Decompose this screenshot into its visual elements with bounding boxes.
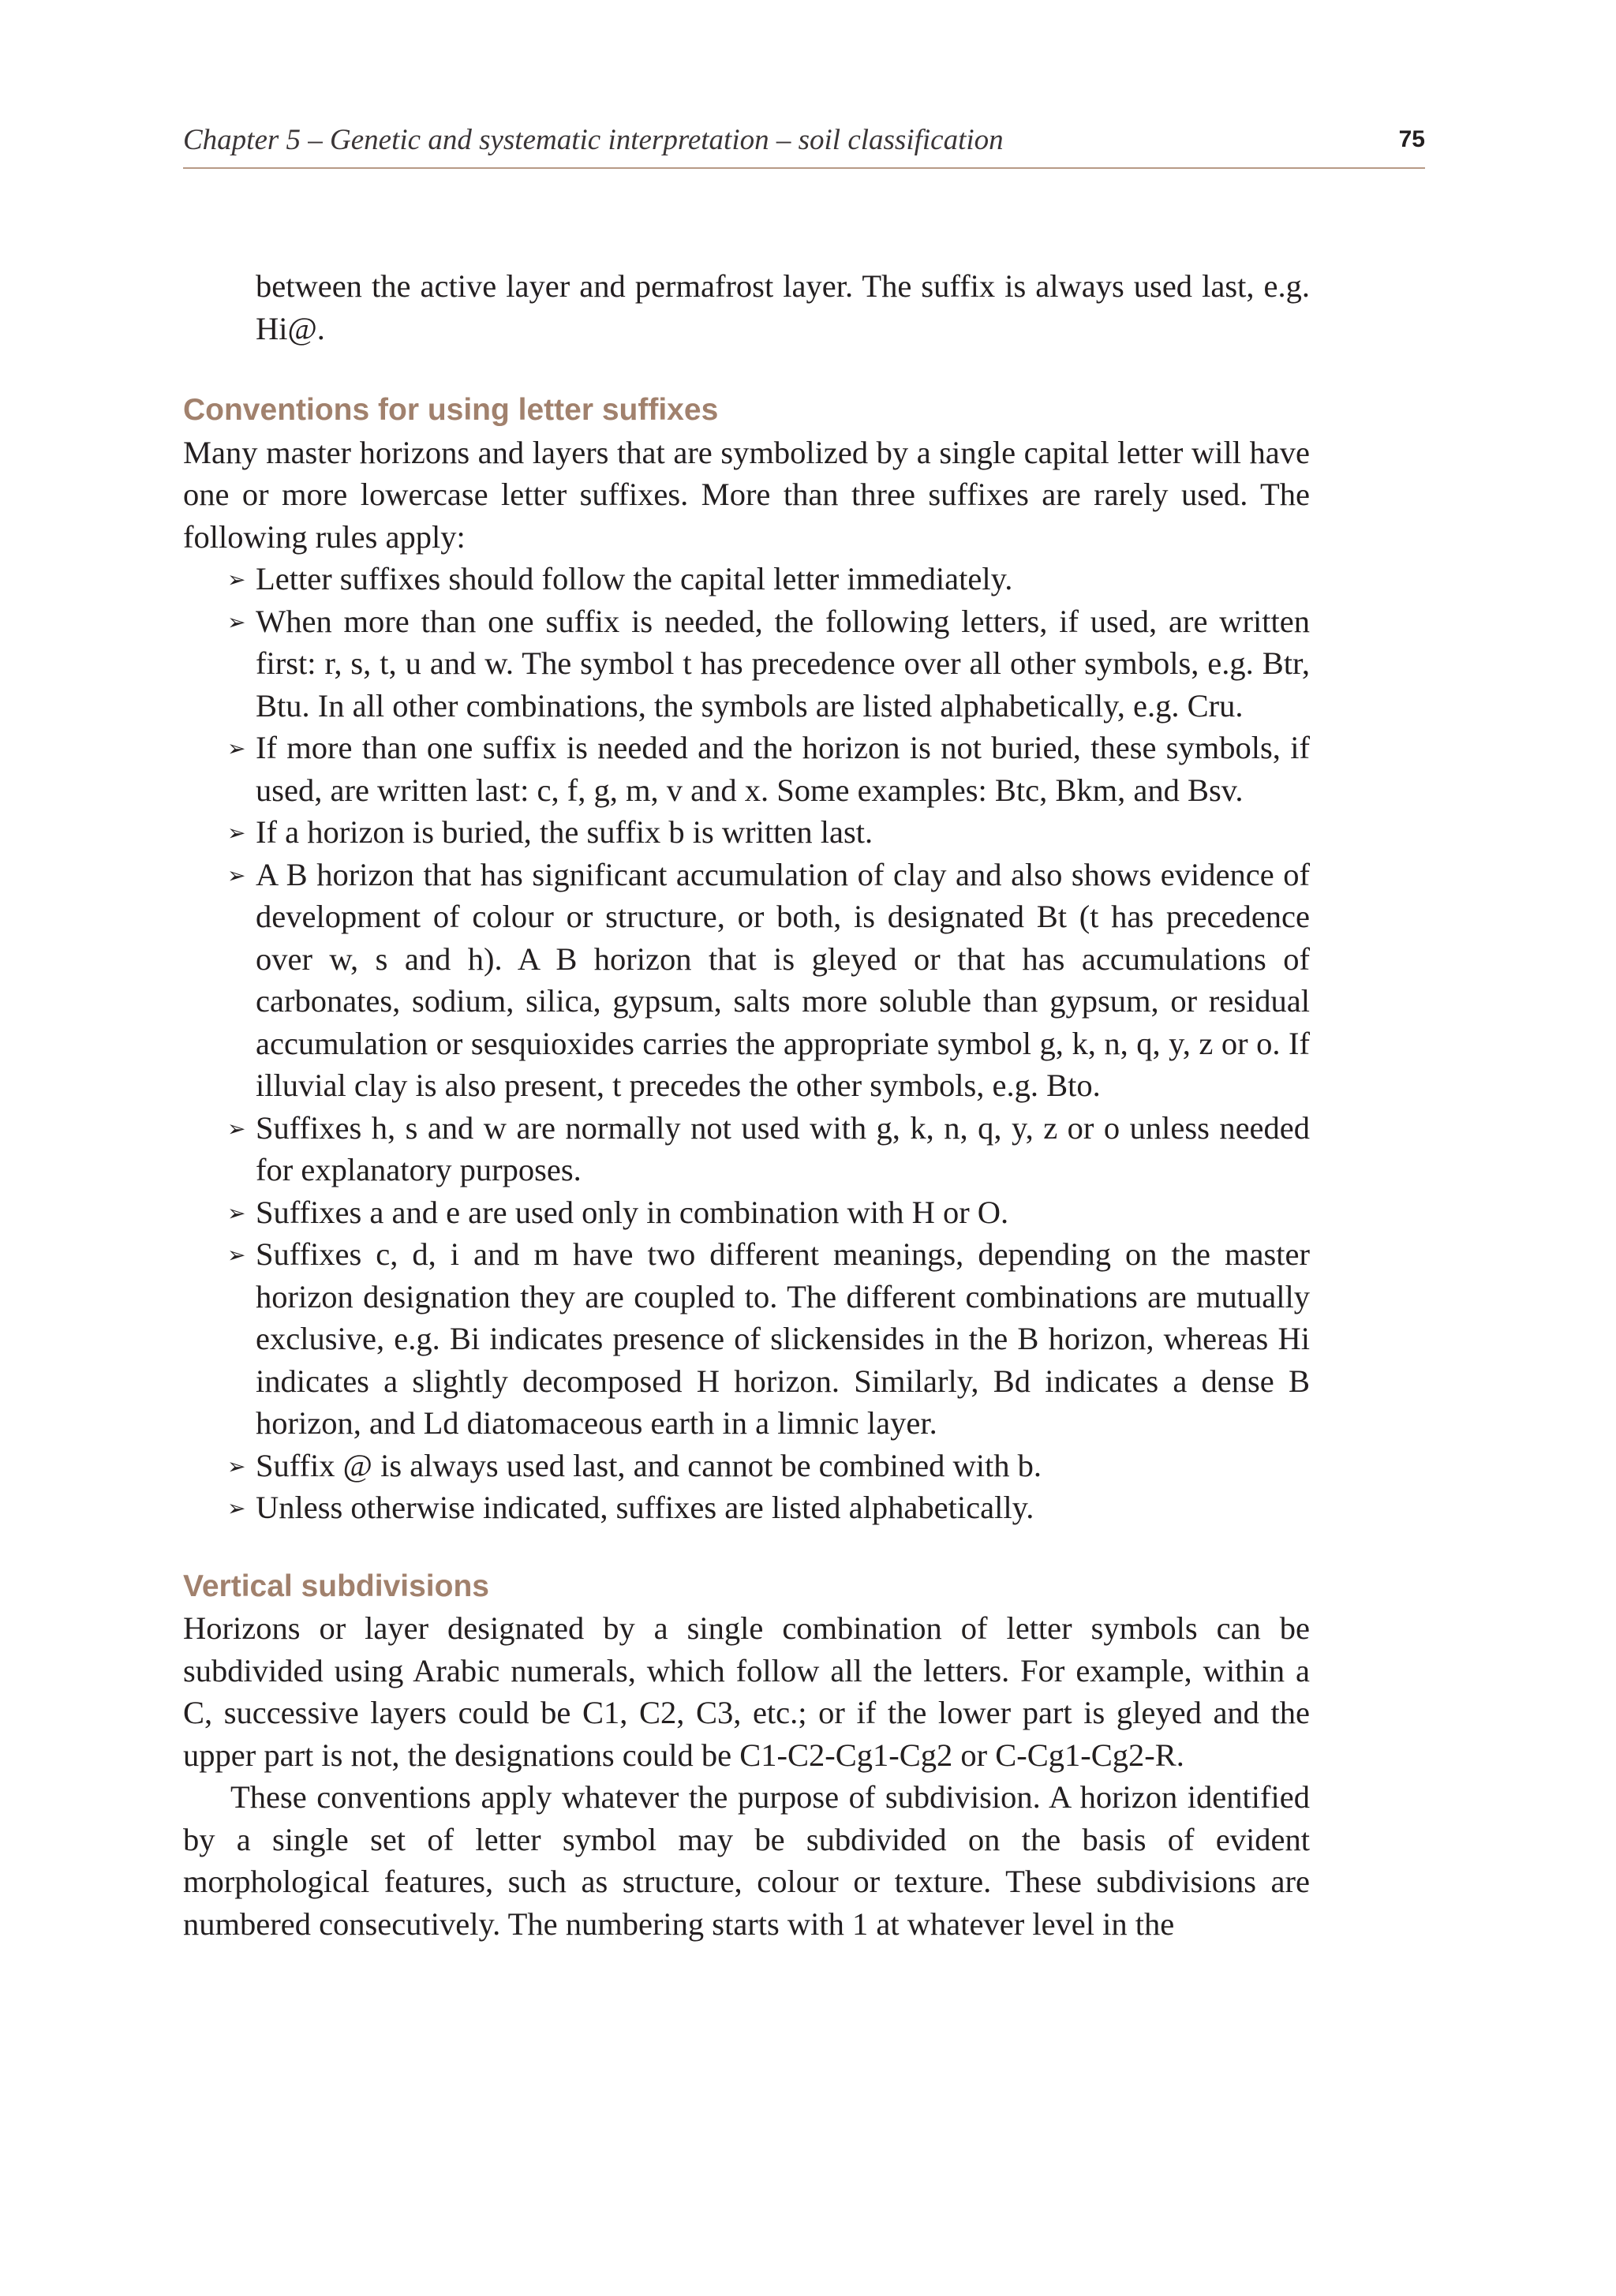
suffix-rule-text: If more than one suffix is needed and the horizon is not buried, these symbols, if used, are written last: c, f, g, m, v and x. Some examples: Btc, Bkm, and Bsv. xyxy=(256,730,1310,808)
suffix-rule-text: Suffixes a and e are used only in combination with H or O. xyxy=(256,1194,1009,1230)
arrowhead-bullet-icon: ➢ xyxy=(227,608,246,635)
section-heading-vertical-subdivisions: Vertical subdivisions xyxy=(183,1569,489,1603)
suffix-rule-text: Suffixes h, s and w are normally not used with g, k, n, q, y, z or o unless needed for explanatory purposes. xyxy=(256,1109,1310,1187)
suffix-rule-item xyxy=(227,727,1310,811)
suffix-rule-item xyxy=(227,1233,1310,1445)
suffix-rule-item xyxy=(227,600,1310,727)
arrowhead-bullet-icon: ➢ xyxy=(227,820,246,846)
suffix-rule-text: A B horizon that has significant accumulation of clay and also shows evidence of development of colour or structure, or both, is designated Bt (t has precedence over w, s and h). A B horizon that is gleyed or that has accumulations of carbonates, sodium, silica, gypsum, salts more soluble than gypsum, or residual accumulation or sesquioxides carries the appropriate symbol g, k, n, q, y, z or o. If illuvial clay is also present, t precedes the other symbols, e.g. Bto. xyxy=(256,856,1310,1103)
arrowhead-bullet-icon: ➢ xyxy=(227,862,246,888)
suffix-rule-text: Suffixes c, d, i and m have two different meanings, depending on the master horizon designation they are coupled to. The different combinations are mutually exclusive, e.g. Bi indicates presence of slickensides in the B horizon, whereas Hi indicates a slightly decomposed H horizon. Similarly, Bd indicates a dense B horizon, and Ld diatomaceous earth in a limnic layer. xyxy=(256,1236,1310,1441)
spacer xyxy=(183,350,1310,389)
arrowhead-bullet-icon: ➢ xyxy=(227,1199,246,1226)
section-heading-suffix-conventions: Conventions for using letter suffixes xyxy=(183,393,719,427)
vertical-paragraph-2: These conventions apply whatever the purpose of subdivision. A horizon identified by a single set of letter symbol may be subdivided on the basis of evident morphological features, such as structure, colour or texture. These subdivisions are numbered consecutively. The numbering starts with 1 at whatever level in the xyxy=(183,1779,1310,1942)
suffix-rule-item xyxy=(227,1486,1310,1529)
chapter-title: Chapter 5 – Genetic and systematic interpretation – soil classification xyxy=(183,124,1004,156)
spacer xyxy=(183,1529,1310,1565)
suffix-rule-item xyxy=(227,1107,1310,1191)
suffix-rules-list xyxy=(183,558,1310,1529)
suffix-rule-item xyxy=(227,558,1310,600)
body-content xyxy=(183,265,1310,1945)
suffix-rule-text: Letter suffixes should follow the capital letter immediately. xyxy=(256,561,1013,596)
vertical-paragraph-1: Horizons or layer designated by a single combination of letter symbols can be subdivided using Arabic numerals, which follow all the letters. For example, within a C, successive layers could be C1, C2, C3, etc.; or if the lower part is gleyed and the upper part is not, the designations could be C1-C2-Cg1-Cg2 or C-Cg1-Cg2-R. xyxy=(183,1610,1310,1773)
suffix-rule-text: If a horizon is buried, the suffix b is written last. xyxy=(256,814,873,850)
suffix-rule-item xyxy=(227,1191,1310,1234)
suffix-rule-text: When more than one suffix is needed, the following letters, if used, are written first: r, s, t, u and w. The symbol t has precedence over all other symbols, e.g. Btr, Btu. In all other combinations, the symbols are listed alphabetically, e.g. Cru. xyxy=(256,603,1310,724)
suffix-rule-item xyxy=(227,1445,1310,1487)
continuation-paragraph: between the active layer and permafrost layer. The suffix is always used last, e.g. Hi@. xyxy=(256,268,1310,346)
suffix-rule-text: Suffix @ is always used last, and cannot be combined with b. xyxy=(256,1447,1042,1483)
arrowhead-bullet-icon: ➢ xyxy=(227,567,246,593)
arrowhead-bullet-icon: ➢ xyxy=(227,1453,246,1479)
suffix-rule-item xyxy=(227,854,1310,1107)
arrowhead-bullet-icon: ➢ xyxy=(227,1115,246,1142)
arrowhead-bullet-icon: ➢ xyxy=(227,1242,246,1268)
suffix-rule-text: Unless otherwise indicated, suffixes are listed alphabetically. xyxy=(256,1490,1034,1525)
suffix-rule-item xyxy=(227,811,1310,854)
page-number: 75 xyxy=(1398,126,1425,152)
arrowhead-bullet-icon: ➢ xyxy=(227,1495,246,1521)
arrowhead-bullet-icon: ➢ xyxy=(227,735,246,761)
suffix-intro-paragraph: Many master horizons and layers that are symbolized by a single capital letter will have one or more lowercase letter suffixes. More than three suffixes are rarely used. The following rules apply: xyxy=(183,434,1310,555)
running-header xyxy=(183,120,1425,169)
